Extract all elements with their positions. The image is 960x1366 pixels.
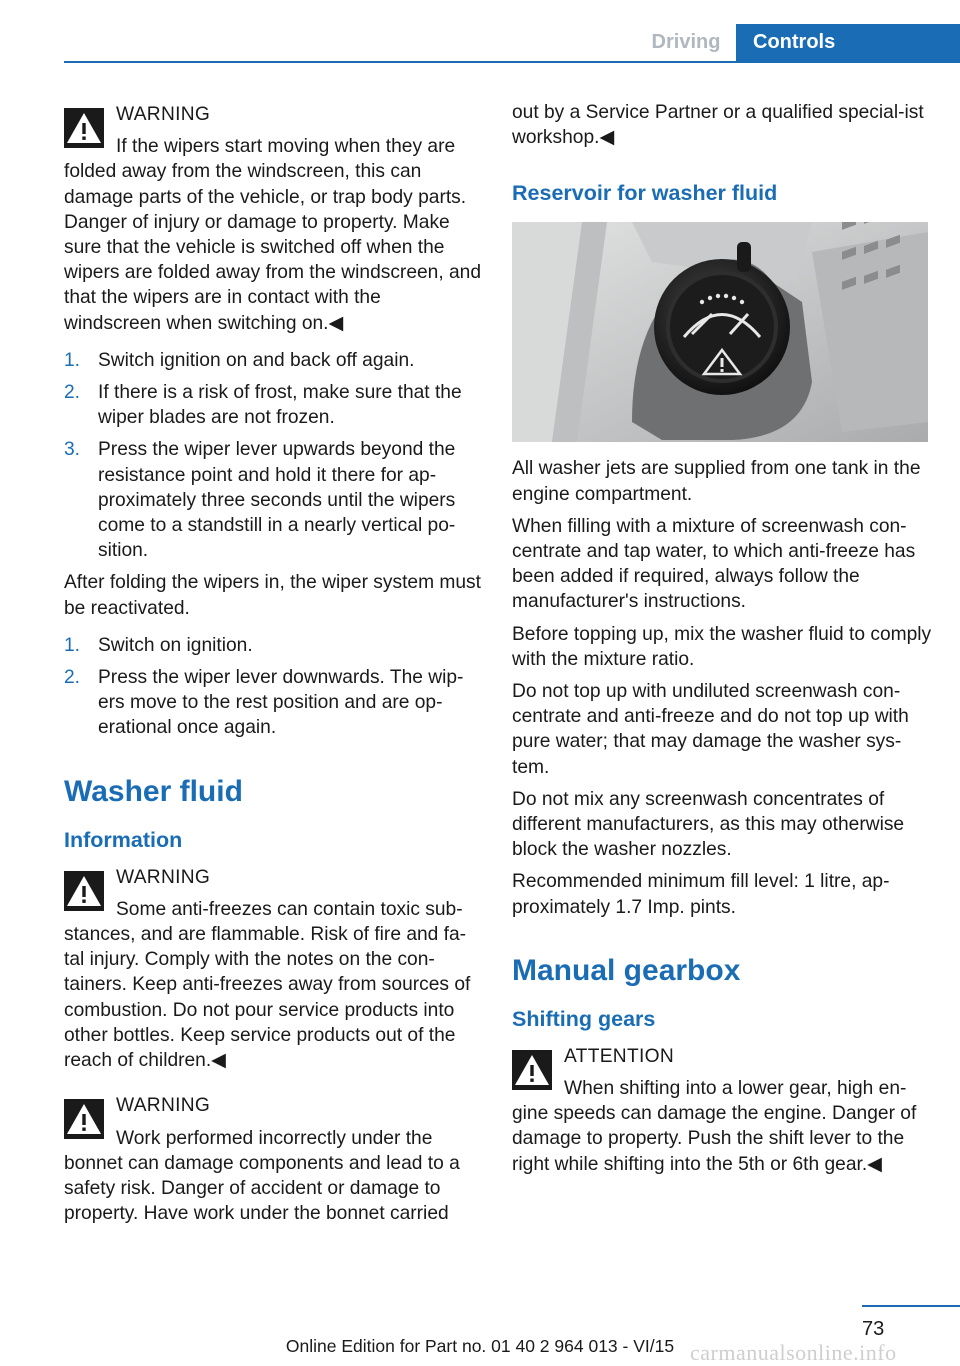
list-item [64,437,482,563]
page-number: 73 [862,1318,885,1340]
steps-list [64,633,482,741]
warning-text: Work performed incorrectly under the bonnet can damage components and lead to a safety risk. Danger of accident or damage to property. Have work under the bonnet carried [64,1127,460,1225]
paragraph: When filling with a mixture of screenwash con-centrate and tap water, to which anti-freeze has been added if required, always follow the manufacturer's instructions. [512,515,916,613]
step-text: If there is a risk of frost, make sure that the wiper blades are not frozen. [98,382,462,429]
step-text: Switch on ignition. [98,634,253,656]
tab-driving[interactable]: Driving [651,31,721,53]
subsection-title: Information [64,827,183,852]
section-title: Manual gearbox [512,953,741,987]
footer-rule [862,1305,960,1307]
warning-title: WARNING [116,104,211,125]
right-column [512,100,932,1189]
list-item [64,633,482,658]
step-text: Press the wiper lever upwards beyond the resistance point and hold it there for ap-proximately three seconds until the wipers come to a standstill in a nearly vertical po-sition. [98,439,456,562]
step-text: Switch ignition on and back off again. [98,349,415,371]
washer-reservoir-photo [512,222,928,442]
warning-text: Some anti-freezes can contain toxic sub-stances, and are flammable. Risk of fire and fa-tal injury. Comply with the notes on the con-tainers. Keep anti-freezes away from sources of combustion. Do not pour service products into other bottles. Keep service products out of the reach of children.◀ [64,898,471,1072]
subsection-title: Reservoir for washer fluid [512,181,778,206]
warning-text: If the wipers start moving when they are folded away from the windscreen, this can damage parts of the vehicle, or trap body parts. Danger of injury or damage to property. Make sure that the vehicle is switched off when the wipers are folded away from the windscreen, and that the wipers are in contact with the windscreen when switching on.◀ [64,136,482,334]
list-item [64,665,482,741]
list-item [64,380,482,430]
paragraph: Recommended minimum fill level: 1 litre, ap-proximately 1.7 Imp. pints. [512,871,890,918]
subsection-title: Shifting gears [512,1006,656,1031]
step-number: 1. [64,634,81,656]
step-number: 2. [64,667,81,689]
tab-controls[interactable]: Controls [736,24,960,61]
paragraph: Do not mix any screenwash concentrates of different manufacturers, as this may otherwise block the washer nozzles. [512,788,905,861]
header-rule [64,61,960,63]
warning-block [64,863,482,1074]
section-title: Washer fluid [64,774,243,808]
warning-triangle-icon [64,871,104,911]
attention-text: When shifting into a lower gear, high en-gine speeds can damage the engine. Danger of damage to property. Push the shift lever to the right while shifting into the 5th or 6th gear.◀ [512,1078,917,1175]
step-number: 1. [64,349,81,371]
edition-footer: Online Edition for Part no. 01 40 2 964 013 - VI/15 [285,1336,675,1356]
attention-block [512,1042,932,1177]
warning-triangle-icon [64,108,104,148]
step-number: 3. [64,439,81,461]
paragraph: out by a Service Partner or a qualified special-ist workshop.◀ [512,102,924,149]
attention-title: ATTENTION [564,1045,675,1067]
attention-triangle-icon [512,1050,552,1090]
paragraph: After folding the wipers in, the wiper system must be reactivated. [64,572,481,619]
warning-title: WARNING [116,1095,211,1117]
step-text: Press the wiper lever downwards. The wip-ers move to the rest position and are op-erational once again. [98,667,464,739]
steps-list [64,348,482,564]
list-item [64,348,482,373]
left-column [64,100,482,1238]
warning-triangle-icon [64,1099,104,1139]
warning-block [64,1091,482,1226]
step-number: 2. [64,382,81,404]
warning-block [64,100,482,336]
warning-title: WARNING [116,866,211,888]
watermark: carmanualsonline.info [690,1340,897,1365]
paragraph: All washer jets are supplied from one tank in the engine compartment. [512,458,921,505]
paragraph: Before topping up, mix the washer fluid to comply with the mixture ratio. [512,623,932,670]
paragraph: Do not top up with undiluted screenwash con-centrate and anti-freeze and do not top up with pure water; that may damage the washer sys-tem. [512,681,909,778]
